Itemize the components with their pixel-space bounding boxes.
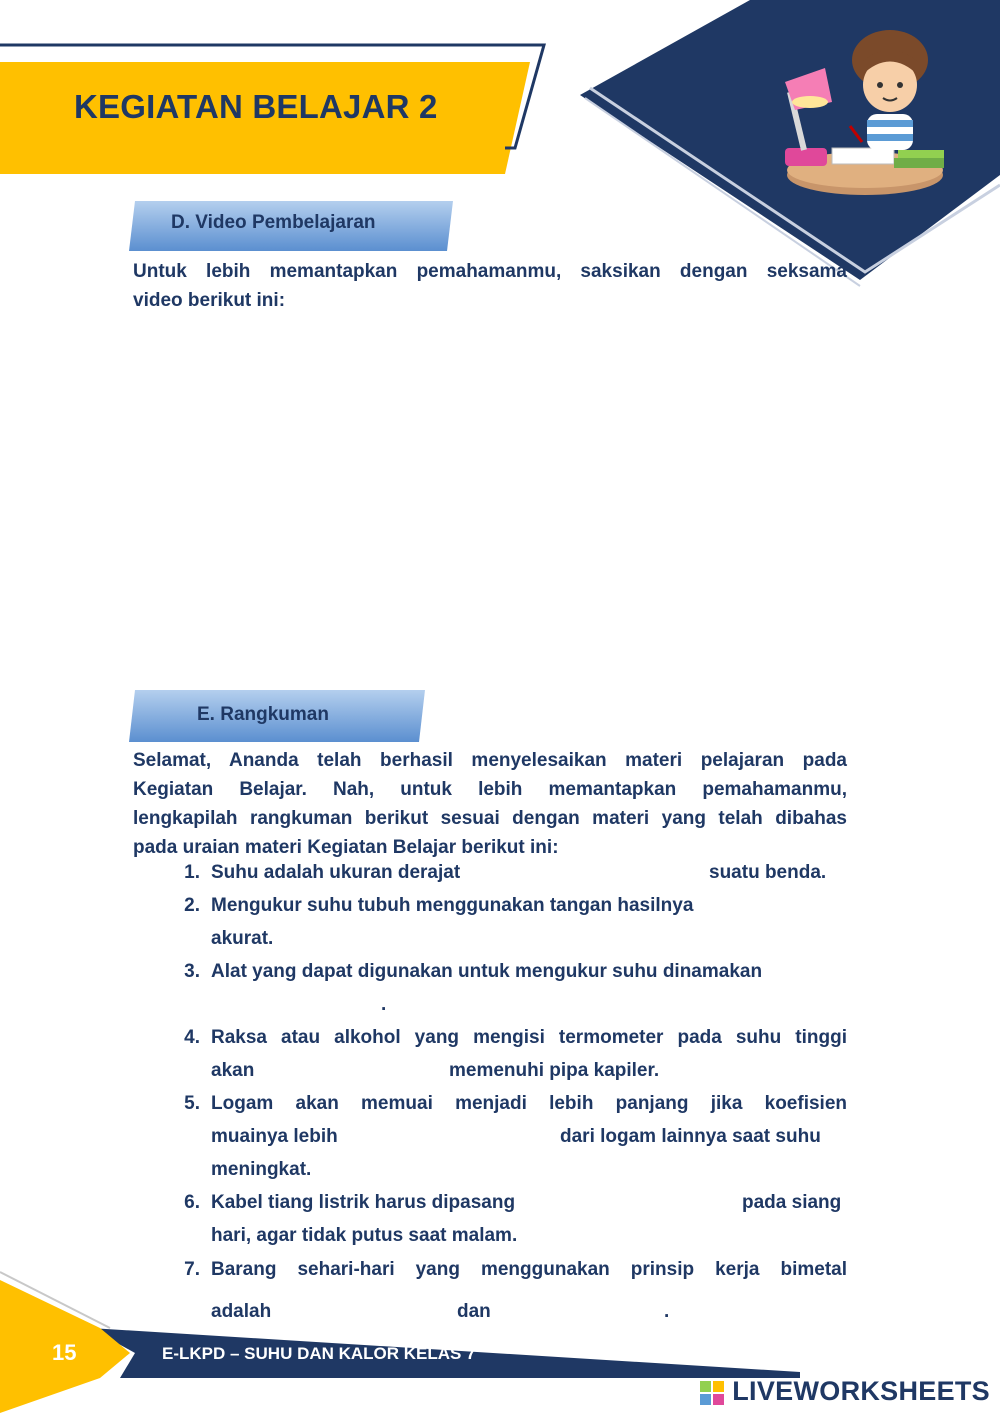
item-4-blank-input[interactable] (265, 1058, 443, 1086)
student-illustration (770, 30, 950, 198)
section-d-intro-line1: Untuk lebih memantapkan pemahamanmu, saksikan dengan seksama (133, 261, 847, 282)
section-e-title: E. Rangkuman (197, 704, 329, 725)
item-3-number: 3. (184, 961, 200, 982)
item-4-number: 4. (184, 1027, 200, 1048)
item-5-text-a: Logam akan memuai menjadi lebih panjang jika koefisien (211, 1093, 847, 1114)
section-d-intro-line2: video berikut ini: (133, 290, 286, 311)
item-2-text-b: akurat. (211, 928, 274, 949)
summary-line1: Selamat, Ananda telah berhasil menyelesaikan materi pelajaran pada (133, 750, 847, 771)
item-1-blank-input[interactable] (490, 860, 700, 888)
item-6-text-c: hari, agar tidak putus saat malam. (211, 1225, 518, 1246)
item-5-number: 5. (184, 1093, 200, 1114)
item-7-text-d: . (664, 1301, 670, 1322)
item-1-text-a: Suhu adalah ukuran derajat (211, 862, 461, 883)
footer-text: E-LKPD – SUHU DAN KALOR KELAS 7 (162, 1344, 476, 1363)
item-6-blank-input[interactable] (545, 1190, 735, 1218)
page-number: 15 (52, 1340, 77, 1365)
item-7-text-c: dan (457, 1301, 491, 1322)
item-5-blank-input[interactable] (358, 1124, 554, 1152)
item-7-number: 7. (184, 1259, 200, 1280)
item-4-text-a: Raksa atau alkohol yang mengisi termometer pada suhu tinggi (211, 1027, 847, 1048)
video-area[interactable] (133, 330, 847, 670)
summary-line2: Kegiatan Belajar. Nah, untuk lebih memantapkan pemahamanmu, (133, 779, 847, 800)
item-5-text-c: dari logam lainnya saat suhu (560, 1126, 821, 1147)
liveworksheets-brand[interactable]: LIVEWORKSHEETS (732, 1376, 990, 1406)
item-3-text-b: . (381, 994, 387, 1015)
item-6-number: 6. (184, 1192, 200, 1213)
item-2-blank-input[interactable] (740, 893, 845, 921)
footer-band (0, 1270, 820, 1413)
item-2-number: 2. (184, 895, 200, 916)
item-5-text-d: meningkat. (211, 1159, 312, 1180)
item-2-text-a: Mengukur suhu tubuh menggunakan tangan hasilnya (211, 895, 694, 916)
item-3-text-a: Alat yang dapat digunakan untuk mengukur suhu dinamakan (211, 961, 763, 982)
item-4-text-c: memenuhi pipa kapiler. (449, 1060, 660, 1081)
item-1-text-b: suatu benda. (709, 862, 827, 883)
item-6-text-a: Kabel tiang listrik harus dipasang (211, 1192, 516, 1213)
item-6-text-b: pada siang (742, 1192, 842, 1213)
item-7-text-a: Barang sehari-hari yang menggunakan prinsip kerja bimetal (211, 1259, 847, 1280)
section-d-title: D. Video Pembelajaran (171, 212, 376, 233)
item-7-text-b: adalah (211, 1301, 272, 1322)
item-3-blank-input[interactable] (211, 992, 376, 1020)
item-1-number: 1. (184, 862, 200, 883)
summary-line4: pada uraian materi Kegiatan Belajar berikut ini: (133, 837, 559, 858)
item-5-text-b: muainya lebih (211, 1126, 338, 1147)
summary-line3: lengkapilah rangkuman berikut sesuai dengan materi yang telah dibahas (133, 808, 847, 829)
page-title: KEGIATAN BELAJAR 2 (74, 88, 438, 125)
item-4-text-b: akan (211, 1060, 255, 1081)
liveworksheets-logo-icon (700, 1381, 724, 1405)
